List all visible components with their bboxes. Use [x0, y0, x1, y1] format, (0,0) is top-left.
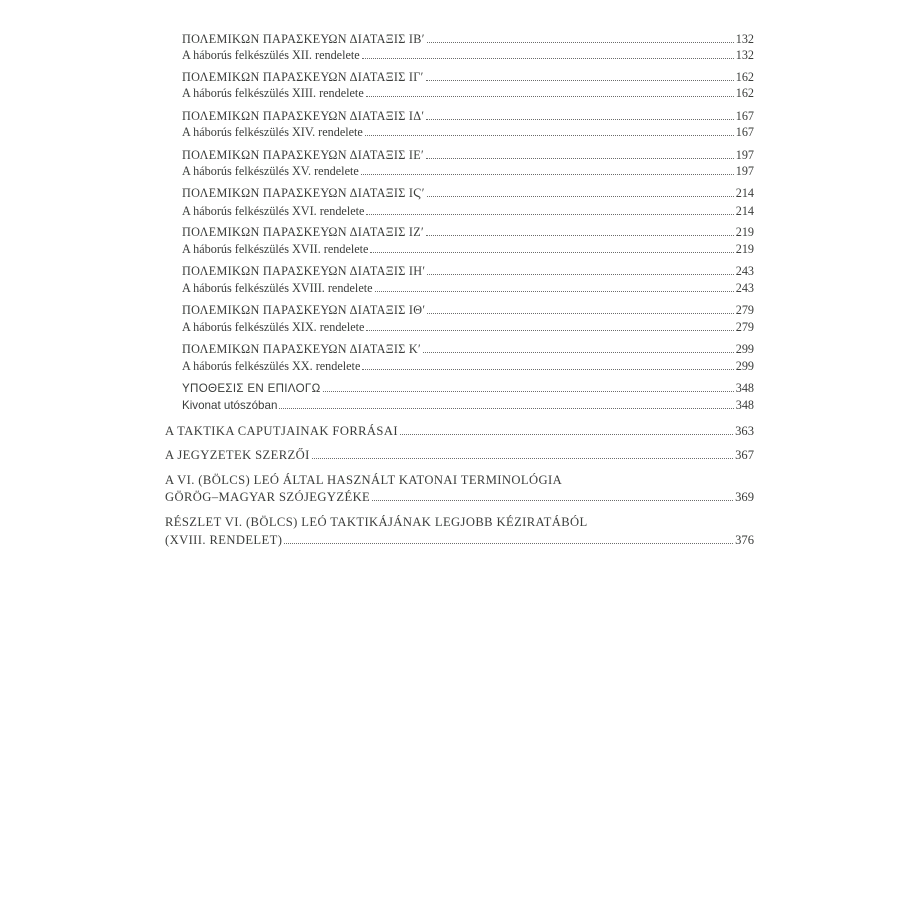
toc-entry[interactable]: [182, 359, 754, 374]
dot-leader: [362, 57, 734, 59]
toc-section-title: RÉSZLET VI. (BÖLCS) LEÓ TAKTIKÁJÁNAK LEGJOBB KÉZIRATÁBÓL: [165, 515, 588, 529]
toc-section[interactable]: [165, 533, 754, 548]
toc-entry-title: ΠΟΛΕΜΙΚΩΝ ΠΑΡΑΣΚΕΥΩΝ ΔΙΑΤΑΞΙΣ ΙΖ′: [182, 225, 424, 239]
dot-leader: [427, 41, 734, 43]
toc-entry[interactable]: [182, 125, 754, 140]
toc-page-number: 243: [735, 281, 754, 295]
dot-leader: [400, 433, 733, 435]
toc-entry[interactable]: [182, 320, 754, 335]
toc-entry-title: ΠΟΛΕΜΙΚΩΝ ΠΑΡΑΣΚΕΥΩΝ ΔΙΑΤΑΞΙΣ Κ′: [182, 342, 421, 356]
toc-page-number: 219: [735, 225, 754, 239]
toc-entry-title: ΠΟΛΕΜΙΚΩΝ ΠΑΡΑΣΚΕΥΩΝ ΔΙΑΤΑΞΙΣ ΙΗ′: [182, 264, 426, 278]
toc-entry-title: Kivonat utószóban: [182, 399, 278, 412]
toc-entry-title: A háborús felkészülés XIX. rendelete: [182, 320, 365, 334]
toc-entry[interactable]: [182, 281, 754, 296]
toc-entry-title: ΠΟΛΕΜΙΚΩΝ ΠΑΡΑΣΚΕΥΩΝ ΔΙΑΤΑΞΙΣ ΙΓ′: [182, 70, 424, 84]
toc-entry-title: A háborús felkészülés XV. rendelete: [182, 164, 359, 178]
dot-leader: [372, 499, 733, 501]
toc-entry[interactable]: [182, 398, 754, 413]
toc-entry-title: ΠΟΛΕΜΙΚΩΝ ΠΑΡΑΣΚΕΥΩΝ ΔΙΑΤΑΞΙΣ ΙΕ′: [182, 148, 424, 162]
toc-entry-title: A háborús felkészülés XVIII. rendelete: [182, 281, 373, 295]
toc-entry[interactable]: [182, 225, 754, 240]
dot-leader: [423, 351, 734, 353]
toc-entry-title: A háborús felkészülés XX. rendelete: [182, 359, 361, 373]
dot-leader: [312, 457, 733, 459]
toc-page-number: 299: [735, 359, 754, 373]
toc-page-number: 214: [735, 204, 754, 218]
toc-page-number: 348: [735, 381, 754, 395]
toc-section[interactable]: [165, 448, 754, 463]
toc-entry-title: A háborús felkészülés XII. rendelete: [182, 48, 360, 62]
toc-page-number: 162: [735, 86, 754, 100]
dot-leader: [370, 251, 733, 253]
dot-leader: [284, 542, 733, 544]
dot-leader: [366, 95, 734, 97]
toc-section-title: A VI. (BÖLCS) LEÓ ÁLTAL HASZNÁLT KATONAI TERMINOLÓGIA: [165, 473, 563, 487]
dot-leader: [279, 407, 733, 409]
dot-leader: [323, 390, 734, 392]
toc-page-number: 243: [735, 264, 754, 278]
toc-page-number: 279: [735, 303, 754, 317]
toc-entry[interactable]: [182, 164, 754, 179]
toc-entry[interactable]: [182, 86, 754, 101]
dot-leader: [366, 329, 733, 331]
dot-leader: [375, 290, 734, 292]
dot-leader: [361, 173, 734, 175]
toc-entry-title: ΥΠΟΘΕΣΙΣ ΕΝ ΕΠΙΛΟΓΩ: [182, 382, 321, 395]
toc-entry[interactable]: [182, 70, 754, 85]
dot-leader: [427, 273, 733, 275]
toc-entry[interactable]: [182, 148, 754, 163]
toc-section-title: (XVIII. RENDELET): [165, 533, 283, 547]
toc-entry[interactable]: [182, 264, 754, 279]
toc-page-number: 197: [735, 148, 754, 162]
toc-entry[interactable]: [182, 48, 754, 63]
toc-entry[interactable]: [182, 109, 754, 124]
dot-leader: [426, 234, 734, 236]
dot-leader: [426, 79, 734, 81]
toc-entry-title: A háborús felkészülés XVII. rendelete: [182, 242, 369, 256]
toc-page-number: 167: [735, 109, 754, 123]
toc-page-number: 132: [735, 32, 754, 46]
toc-page-number: 132: [735, 48, 754, 62]
toc-entry-title: A háborús felkészülés XIV. rendelete: [182, 125, 363, 139]
toc-entry-title: ΠΟΛΕΜΙΚΩΝ ΠΑΡΑΣΚΕΥΩΝ ΔΙΑΤΑΞΙΣ ΙΔ′: [182, 109, 425, 123]
toc-section[interactable]: [165, 490, 754, 505]
toc-entry[interactable]: [182, 242, 754, 257]
toc-section-title: GÖRÖG–MAGYAR SZÓJEGYZÉKE: [165, 490, 371, 504]
toc-page-number: 279: [735, 320, 754, 334]
toc-page-number: 214: [735, 186, 754, 200]
toc-entry-title: ΠΟΛΕΜΙΚΩΝ ΠΑΡΑΣΚΕΥΩΝ ΔΙΑΤΑΞΙΣ ΙϚ′: [182, 186, 425, 200]
dot-leader: [427, 195, 734, 197]
toc-entry[interactable]: [182, 32, 754, 47]
toc-entry[interactable]: [182, 303, 754, 318]
toc-page-number: 197: [735, 164, 754, 178]
toc-section-line1: [165, 473, 754, 488]
toc-entry[interactable]: [182, 381, 754, 396]
toc-page-number: 348: [735, 398, 754, 412]
toc-page-number: 376: [735, 533, 754, 547]
dot-leader: [362, 368, 733, 370]
toc-entry[interactable]: [182, 342, 754, 357]
toc-entry-title: A háborús felkészülés XVI. rendelete: [182, 204, 365, 218]
toc-entry-title: ΠΟΛΕΜΙΚΩΝ ΠΑΡΑΣΚΕΥΩΝ ΔΙΑΤΑΞΙΣ ΙΒ′: [182, 32, 425, 46]
dot-leader: [426, 118, 733, 120]
toc-page-number: 363: [735, 424, 754, 438]
toc-page-number: 299: [735, 342, 754, 356]
toc-page-number: 219: [735, 242, 754, 256]
toc-section-title: A TAKTIKA CAPUTJAINAK FORRÁSAI: [165, 424, 398, 438]
toc-page-number: 162: [735, 70, 754, 84]
dot-leader: [426, 157, 734, 159]
toc-section[interactable]: [165, 424, 754, 439]
toc-section-title: A JEGYZETEK SZERZŐI: [165, 448, 310, 462]
dot-leader: [427, 312, 733, 314]
toc-entry[interactable]: [182, 186, 754, 201]
toc-entry[interactable]: [182, 204, 754, 219]
dot-leader: [365, 134, 734, 136]
toc-section-line1: [165, 515, 754, 530]
toc-entry-title: A háborús felkészülés XIII. rendelete: [182, 86, 364, 100]
toc-page-number: 369: [735, 490, 754, 504]
toc-page-number: 167: [735, 125, 754, 139]
dot-leader: [366, 213, 733, 215]
toc-page-number: 367: [735, 448, 754, 462]
toc-entry-title: ΠΟΛΕΜΙΚΩΝ ΠΑΡΑΣΚΕΥΩΝ ΔΙΑΤΑΞΙΣ ΙΘ′: [182, 303, 426, 317]
